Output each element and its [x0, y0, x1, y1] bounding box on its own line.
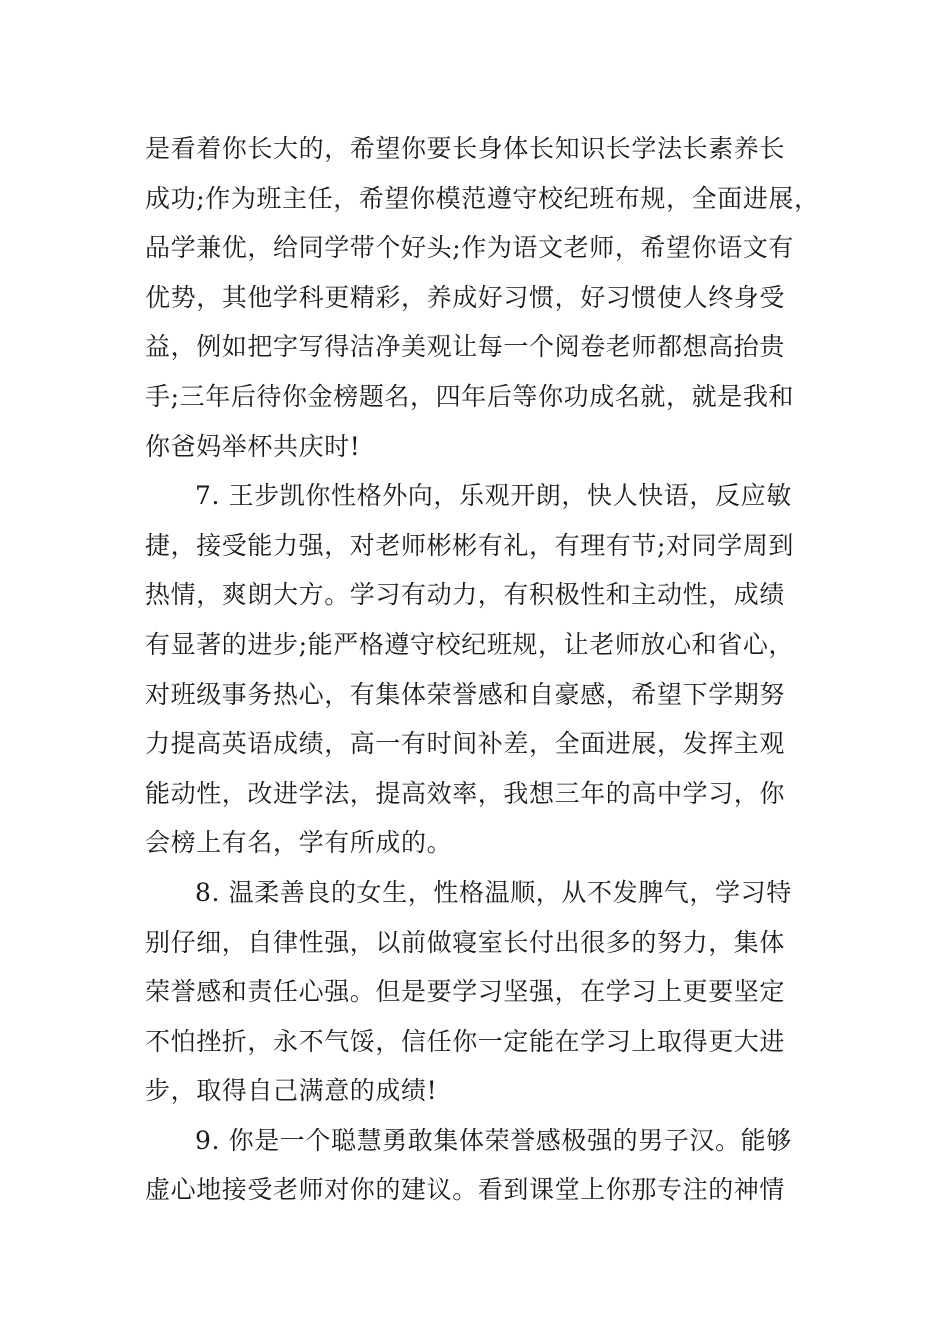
text-line: 益，例如把字写得洁净美观让每一个阅卷老师都想高抬贵: [145, 332, 786, 362]
text-line: 你爸妈举杯共庆时!: [145, 431, 361, 461]
text-line: 能动性，改进学法，提高效率，我想三年的高中学习，你: [145, 778, 786, 808]
document-body: [145, 124, 825, 1215]
text-line: 成功;作为班主任，希望你模范遵守校纪班布规，全面进展，: [145, 183, 820, 213]
text-line: 步，取得自己满意的成绩!: [145, 1076, 438, 1106]
text-line: 不怕挫折，永不气馁，信任你一定能在学习上取得更大进: [145, 1026, 786, 1056]
text-line: 品学兼优，给同学带个好头;作为语文老师，希望你语文有: [145, 233, 795, 263]
text-line: 对班级事务热心，有集体荣誉感和自豪感，希望下学期努: [145, 679, 786, 709]
text-line: 优势，其他学科更精彩，养成好习惯，好习惯使人终身受: [145, 282, 786, 312]
text-line: 有显著的进步;能严格遵守校纪班规，让老师放心和省心，: [145, 629, 795, 659]
text-line: 虚心地接受老师对你的建议。看到课堂上你那专注的神情: [145, 1175, 786, 1205]
text-line: 别仔细，自律性强，以前做寝室长付出很多的努力，集体: [145, 927, 786, 957]
text-line: 力提高英语成绩，高一有时间补差，全面进展，发挥主观: [145, 729, 786, 759]
text-line: 热情，爽朗大方。学习有动力，有积极性和主动性，成绩: [145, 580, 786, 610]
text-line: 是看着你长大的，希望你要长身体长知识长学法长素养长: [145, 134, 786, 163]
paragraph-start-line: 7. 王步凯你性格外向，乐观开朗，快人快语，反应敏: [195, 481, 792, 511]
text-line: 会榜上有名，学有所成的。: [145, 828, 453, 858]
text-line: 手;三年后待你金榜题名，四年后等你功成名就，就是我和: [145, 381, 795, 411]
text-line: 荣誉感和责任心强。但是要学习坚强，在学习上更要坚定: [145, 977, 786, 1007]
paragraph-start-line: 9. 你是一个聪慧勇敢集体荣誉感极强的男子汉。能够: [195, 1125, 792, 1155]
paragraph-start-line: 8. 温柔善良的女生，性格温顺，从不发脾气，学习特: [195, 877, 792, 907]
text-line: 捷，接受能力强，对老师彬彬有礼，有理有节;对同学周到: [145, 530, 795, 560]
